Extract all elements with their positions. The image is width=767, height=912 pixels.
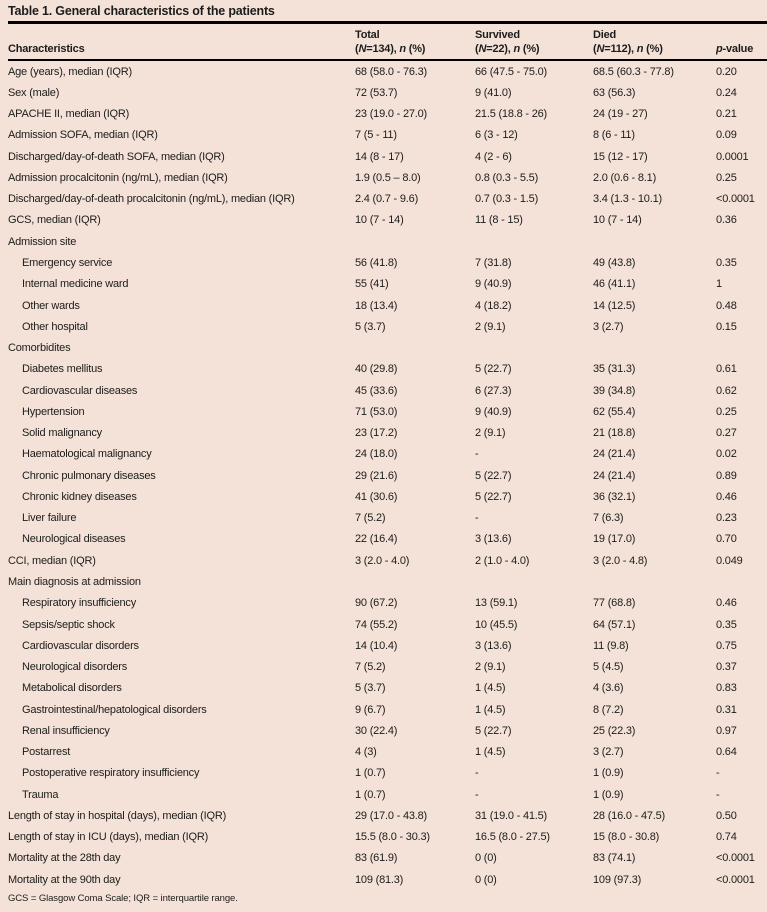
table-row (8, 869, 767, 890)
row-label: CCI, median (IQR) (8, 554, 96, 567)
cell-pvalue: 0.61 (716, 363, 737, 376)
row-label: Mortality at the 28th day (8, 852, 121, 865)
table-row (8, 848, 767, 869)
cell-pvalue: 0.74 (716, 831, 737, 844)
cell-died: 24 (21.4) (593, 448, 636, 461)
row-label: Length of stay in hospital (days), median (IQR) (8, 809, 227, 822)
cell-survived: 0.8 (0.3 - 5.5) (475, 171, 539, 184)
table-row (8, 465, 767, 486)
cell-died: 28 (16.0 - 47.5) (593, 809, 666, 822)
column-header-died-name: Died (593, 28, 617, 41)
row-label: Other hospital (22, 320, 88, 333)
cell-total: 1 (0.7) (355, 767, 386, 780)
table-row (8, 359, 767, 380)
cell-died: 8 (7.2) (593, 703, 624, 716)
cell-total: 72 (53.7) (355, 86, 398, 99)
cell-pvalue: - (716, 788, 720, 801)
cell-died: 25 (22.3) (593, 724, 636, 737)
cell-pvalue: 0.75 (716, 639, 737, 652)
row-label: Cardiovascular diseases (22, 384, 138, 397)
row-label: Chronic pulmonary diseases (22, 469, 156, 482)
cell-pvalue: <0.0001 (716, 193, 755, 206)
cell-pvalue: 0.83 (716, 682, 737, 695)
cell-survived: 1 (4.5) (475, 682, 506, 695)
cell-pvalue: 0.02 (716, 448, 737, 461)
cell-survived: 16.5 (8.0 - 27.5) (475, 831, 550, 844)
table-row (8, 656, 767, 677)
cell-survived: 9 (41.0) (475, 86, 512, 99)
cell-died: 3.4 (1.3 - 10.1) (593, 193, 662, 206)
cell-died: 11 (9.8) (593, 639, 629, 652)
cell-pvalue: 0.36 (716, 214, 737, 227)
table-row (8, 295, 767, 316)
table-row (8, 827, 767, 848)
cell-total: 45 (33.6) (355, 384, 398, 397)
cell-survived: 13 (59.1) (475, 597, 518, 610)
cell-total: 23 (17.2) (355, 427, 398, 440)
cell-died: 39 (34.8) (593, 384, 636, 397)
row-label: Haematological malignancy (22, 448, 152, 461)
cell-died: 46 (41.1) (593, 278, 636, 291)
cell-died: 1 (0.9) (593, 788, 624, 801)
cell-total: 5 (3.7) (355, 320, 386, 333)
cell-died: 1 (0.9) (593, 767, 624, 780)
cell-died: 49 (43.8) (593, 257, 636, 270)
cell-total: 29 (21.6) (355, 469, 398, 482)
cell-total: 41 (30.6) (355, 490, 398, 503)
table-row (8, 550, 767, 571)
row-label: Admission site (8, 235, 77, 248)
column-header-total (355, 28, 475, 56)
cell-pvalue: 0.62 (716, 384, 737, 397)
table-row (8, 678, 767, 699)
cell-died: 14 (12.5) (593, 299, 636, 312)
column-header-survived-name: Survived (475, 28, 520, 41)
cell-total: 83 (61.9) (355, 852, 398, 865)
table-row (8, 380, 767, 401)
cell-survived: - (475, 767, 479, 780)
column-header-total-name: Total (355, 28, 380, 41)
cell-total: 29 (17.0 - 43.8) (355, 809, 428, 822)
cell-survived: 0 (0) (475, 852, 497, 865)
cell-pvalue: 0.46 (716, 490, 737, 503)
cell-survived: 2 (9.1) (475, 427, 506, 440)
cell-total: 55 (41) (355, 278, 389, 291)
cell-pvalue: 0.89 (716, 469, 737, 482)
column-header-pvalue: p-value (716, 42, 754, 55)
cell-died: 63 (56.3) (593, 86, 636, 99)
table-title: Table 1. General characteristics of the patients (8, 4, 275, 18)
cell-died: 3 (2.7) (593, 320, 624, 333)
row-label: Metabolical disorders (22, 682, 122, 695)
table-row (8, 82, 767, 103)
cell-pvalue: 0.48 (716, 299, 737, 312)
cell-total: 14 (10.4) (355, 639, 398, 652)
cell-pvalue: 0.20 (716, 65, 737, 78)
table-row (8, 805, 767, 826)
table-row (8, 593, 767, 614)
cell-total: 74 (55.2) (355, 618, 398, 631)
table-row (8, 699, 767, 720)
cell-survived: - (475, 448, 479, 461)
cell-total: 4 (3) (355, 746, 377, 759)
row-label: Admission SOFA, median (IQR) (8, 129, 158, 142)
cell-died: 5 (4.5) (593, 661, 624, 674)
table-row (8, 210, 767, 231)
cell-survived: 5 (22.7) (475, 469, 512, 482)
row-label: Mortality at the 90th day (8, 873, 121, 886)
table-row (8, 231, 767, 252)
cell-died: 3 (2.0 - 4.8) (593, 554, 648, 567)
column-header-survived (475, 28, 593, 56)
cell-total: 15.5 (8.0 - 30.3) (355, 831, 430, 844)
cell-survived: 9 (40.9) (475, 278, 512, 291)
cell-total: 68 (58.0 - 76.3) (355, 65, 428, 78)
row-label: Age (years), median (IQR) (8, 65, 132, 78)
table-row (8, 167, 767, 188)
cell-died: 36 (32.1) (593, 490, 636, 503)
table-row (8, 274, 767, 295)
row-label: APACHE II, median (IQR) (8, 108, 130, 121)
cell-died: 77 (68.8) (593, 597, 636, 610)
row-label: Respiratory insufficiency (22, 597, 137, 610)
row-label: Chronic kidney diseases (22, 490, 137, 503)
column-header-survived-count: (N=22), n (%) (475, 42, 540, 55)
row-label: Discharged/day-of-death procalcitonin (ng/mL), median (IQR) (8, 193, 295, 206)
column-header-died-count: (N=112), n (%) (593, 42, 663, 55)
cell-survived: - (475, 512, 479, 525)
cell-died: 83 (74.1) (593, 852, 636, 865)
column-header-died (593, 28, 716, 56)
cell-total: 5 (3.7) (355, 682, 386, 695)
table-row (8, 635, 767, 656)
cell-died: 10 (7 - 14) (593, 214, 642, 227)
cell-total: 90 (67.2) (355, 597, 398, 610)
row-label: Neurological diseases (22, 533, 126, 546)
cell-total: 22 (16.4) (355, 533, 398, 546)
cell-pvalue: 1 (716, 278, 722, 291)
cell-died: 35 (31.3) (593, 363, 636, 376)
table-row (8, 104, 767, 125)
table-row (8, 508, 767, 529)
cell-survived: 4 (18.2) (475, 299, 512, 312)
table-row (8, 763, 767, 784)
cell-survived: 1 (4.5) (475, 703, 506, 716)
cell-survived: 11 (8 - 15) (475, 214, 523, 227)
cell-total: 7 (5.2) (355, 512, 386, 525)
cell-died: 8 (6 - 11) (593, 129, 635, 142)
cell-died: 7 (6.3) (593, 512, 624, 525)
table-row (8, 784, 767, 805)
cell-pvalue: 0.15 (716, 320, 737, 333)
cell-total: 109 (81.3) (355, 873, 404, 886)
table-row (8, 720, 767, 741)
row-label: Diabetes mellitus (22, 363, 103, 376)
cell-survived: 2 (9.1) (475, 320, 506, 333)
table-header (8, 24, 767, 59)
cell-total: 56 (41.8) (355, 257, 398, 270)
cell-died: 62 (55.4) (593, 405, 636, 418)
cell-survived: 2 (1.0 - 4.0) (475, 554, 530, 567)
row-label: Gastrointestinal/hepatological disorders (22, 703, 207, 716)
cell-died: 21 (18.8) (593, 427, 636, 440)
cell-survived: 9 (40.9) (475, 405, 512, 418)
cell-pvalue: 0.23 (716, 512, 737, 525)
cell-survived: 21.5 (18.8 - 26) (475, 108, 548, 121)
cell-pvalue: 0.24 (716, 86, 737, 99)
cell-pvalue: 0.31 (716, 703, 737, 716)
column-header-total-count: (N=134), n (%) (355, 42, 426, 55)
cell-total: 1.9 (0.5 – 8.0) (355, 171, 421, 184)
cell-survived: 0.7 (0.3 - 1.5) (475, 193, 539, 206)
cell-died: 24 (19 - 27) (593, 108, 648, 121)
table-row (8, 125, 767, 146)
row-label: Emergency service (22, 257, 113, 270)
cell-survived: 5 (22.7) (475, 363, 512, 376)
table-row (8, 742, 767, 763)
table-row (8, 571, 767, 592)
row-label: Sepsis/septic shock (22, 618, 115, 631)
cell-died: 15 (12 - 17) (593, 150, 648, 163)
cell-pvalue: 0.25 (716, 405, 737, 418)
row-label: Discharged/day-of-death SOFA, median (IQR) (8, 150, 225, 163)
table-row (8, 146, 767, 167)
table-row (8, 189, 767, 210)
cell-survived: 6 (27.3) (475, 384, 512, 397)
cell-total: 1 (0.7) (355, 788, 386, 801)
cell-total: 24 (18.0) (355, 448, 398, 461)
row-label: Internal medicine ward (22, 278, 129, 291)
table-row (8, 486, 767, 507)
row-label: Length of stay in ICU (days), median (IQR) (8, 831, 209, 844)
row-label: Cardiovascular disorders (22, 639, 139, 652)
cell-pvalue: 0.049 (716, 554, 743, 567)
table-row (8, 316, 767, 337)
row-label: Neurological disorders (22, 661, 128, 674)
table-row (8, 423, 767, 444)
row-label: GCS, median (IQR) (8, 214, 101, 227)
row-label: Liver failure (22, 512, 77, 525)
table-body (8, 61, 767, 890)
cell-died: 4 (3.6) (593, 682, 624, 695)
cell-total: 40 (29.8) (355, 363, 398, 376)
cell-pvalue: 0.27 (716, 427, 737, 440)
cell-total: 2.4 (0.7 - 9.6) (355, 193, 419, 206)
cell-survived: 7 (31.8) (475, 257, 512, 270)
cell-survived: 1 (4.5) (475, 746, 506, 759)
cell-pvalue: <0.0001 (716, 852, 755, 865)
cell-survived: 4 (2 - 6) (475, 150, 512, 163)
cell-total: 14 (8 - 17) (355, 150, 404, 163)
table-row (8, 337, 767, 358)
row-label: Hypertension (22, 405, 85, 418)
cell-died: 2.0 (0.6 - 8.1) (593, 171, 657, 184)
column-header-characteristics: Characteristics (8, 42, 85, 55)
cell-pvalue: - (716, 767, 720, 780)
row-label: Other wards (22, 299, 80, 312)
cell-pvalue: 0.37 (716, 661, 737, 674)
cell-died: 3 (2.7) (593, 746, 624, 759)
cell-pvalue: <0.0001 (716, 873, 755, 886)
cell-survived: 31 (19.0 - 41.5) (475, 809, 548, 822)
cell-pvalue: 0.70 (716, 533, 737, 546)
cell-pvalue: 0.25 (716, 171, 737, 184)
cell-pvalue: 0.09 (716, 129, 737, 142)
cell-survived: 6 (3 - 12) (475, 129, 518, 142)
row-label: Main diagnosis at admission (8, 576, 141, 588)
cell-survived: 5 (22.7) (475, 724, 512, 737)
cell-pvalue: 0.21 (716, 108, 737, 121)
cell-pvalue: 0.46 (716, 597, 737, 610)
cell-total: 7 (5 - 11) (355, 129, 397, 142)
cell-total: 7 (5.2) (355, 661, 386, 674)
row-label: Renal insufficiency (22, 724, 110, 737)
table-row (8, 61, 767, 82)
row-label: Postoperative respiratory insufficiency (22, 767, 200, 780)
cell-total: 30 (22.4) (355, 724, 398, 737)
cell-total: 9 (6.7) (355, 703, 386, 716)
cell-total: 18 (13.4) (355, 299, 398, 312)
row-label: Trauma (22, 788, 59, 801)
cell-died: 19 (17.0) (593, 533, 636, 546)
cell-survived: 66 (47.5 - 75.0) (475, 65, 548, 78)
cell-pvalue: 0.0001 (716, 150, 749, 163)
table-row (8, 401, 767, 422)
cell-total: 23 (19.0 - 27.0) (355, 108, 428, 121)
cell-pvalue: 0.50 (716, 809, 737, 822)
cell-survived: 3 (13.6) (475, 533, 512, 546)
cell-survived: 10 (45.5) (475, 618, 518, 631)
cell-pvalue: 0.35 (716, 618, 737, 631)
cell-total: 3 (2.0 - 4.0) (355, 554, 410, 567)
cell-total: 71 (53.0) (355, 405, 398, 418)
cell-survived: 0 (0) (475, 873, 497, 886)
cell-pvalue: 0.97 (716, 724, 737, 737)
cell-died: 109 (97.3) (593, 873, 642, 886)
table-footnote: GCS = Glasgow Coma Scale; IQR = interquartile range. (8, 893, 238, 905)
row-label: Admission procalcitonin (ng/mL), median (IQR) (8, 171, 228, 184)
cell-died: 68.5 (60.3 - 77.8) (593, 65, 674, 78)
cell-pvalue: 0.35 (716, 257, 737, 270)
row-label: Solid malignancy (22, 427, 102, 440)
cell-survived: - (475, 788, 479, 801)
cell-died: 15 (8.0 - 30.8) (593, 831, 660, 844)
table-row (8, 444, 767, 465)
row-label: Comorbidites (8, 342, 71, 355)
table-row (8, 614, 767, 635)
table-row (8, 529, 767, 550)
cell-died: 24 (21.4) (593, 469, 636, 482)
cell-pvalue: 0.64 (716, 746, 737, 759)
row-label: Sex (male) (8, 86, 60, 99)
cell-total: 10 (7 - 14) (355, 214, 404, 227)
row-label: Postarrest (22, 746, 71, 759)
table-row (8, 252, 767, 273)
cell-survived: 2 (9.1) (475, 661, 506, 674)
cell-survived: 3 (13.6) (475, 639, 512, 652)
cell-survived: 5 (22.7) (475, 490, 512, 503)
cell-died: 64 (57.1) (593, 618, 636, 631)
